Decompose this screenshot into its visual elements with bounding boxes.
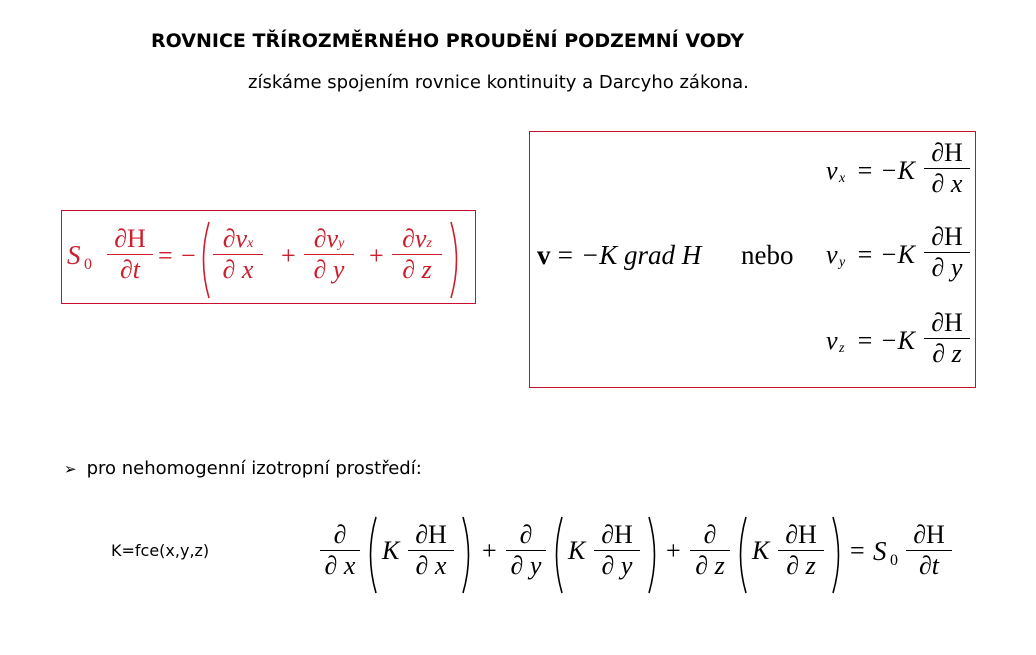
conductivity-K: K (382, 536, 400, 565)
numerator-dH: ∂H (931, 308, 963, 337)
page-subtitle: získáme spojením rovnice kontinuity a Darcyho zákona. (248, 72, 749, 93)
storage-coefficient: S (67, 240, 81, 270)
left-paren (364, 515, 378, 595)
numerator-dH: ∂H (114, 224, 146, 253)
minus-sign: − (181, 241, 196, 270)
numerator-d: ∂ (703, 520, 717, 549)
numerator-dH: ∂H (931, 138, 963, 167)
numerator-dv: ∂v (313, 224, 339, 253)
plus-sign: + (281, 241, 296, 270)
fraction-dH-dz (778, 520, 824, 581)
right-paren (647, 515, 661, 595)
left-paren (734, 515, 748, 595)
subscript-x: x (247, 236, 254, 251)
vx-equals-minus-K: = −K (856, 156, 915, 185)
plus-sign: + (482, 536, 497, 565)
equals-sign: = (850, 536, 865, 565)
subscript-y: y (338, 236, 345, 251)
numerator-dH: ∂H (601, 520, 633, 549)
denominator-dt: ∂t (918, 551, 940, 581)
fraction-dH-dx (924, 138, 970, 199)
numerator-dH: ∂H (931, 222, 963, 251)
denominator-dz: ∂ z (932, 339, 962, 369)
fraction-dvz-dz (392, 224, 442, 285)
bullet-point (64, 458, 422, 479)
denominator-dy: ∂ y (601, 551, 633, 581)
darcy-vector-form: = −K grad H (556, 240, 702, 270)
denominator-dz: ∂ z (695, 551, 725, 581)
k-function-label: K=fce(x,y,z) (111, 541, 210, 560)
left-paren (550, 515, 564, 595)
conductivity-K: K (568, 536, 586, 565)
vx-symbol: v (826, 156, 838, 185)
left-paren (197, 220, 211, 300)
denominator-dx: ∂ x (415, 551, 447, 581)
vy-symbol: v (826, 240, 838, 269)
denominator-dy: ∂ y (510, 551, 542, 581)
denominator-dy: ∂ y (313, 255, 345, 285)
bullet-text: pro nehomogenní izotropní prostředí: (86, 458, 422, 479)
fraction-dH-dx (408, 520, 454, 581)
fraction-dH-dy (924, 222, 970, 283)
vy-equals-minus-K: = −K (856, 240, 915, 269)
operator-d-dz (690, 520, 730, 581)
fraction-dH-dt (107, 224, 153, 285)
numerator-dv: ∂v (402, 224, 427, 253)
arrow-bullet-icon: ➢ (64, 460, 77, 478)
subscript-z: z (426, 236, 432, 251)
page-title: ROVNICE TŘÍROZMĚRNÉHO PROUDĚNÍ PODZEMNÍ VODY (151, 30, 745, 52)
fraction-dH-dt (906, 520, 952, 581)
vx-subscript: x (839, 171, 846, 186)
equals-sign: = (158, 241, 173, 270)
fraction-dvy-dy (304, 224, 354, 285)
storage-coefficient: S (873, 536, 887, 566)
right-paren (449, 220, 463, 300)
plus-sign: + (369, 241, 384, 270)
storage-subscript: 0 (890, 552, 898, 569)
fraction-dvx-dx (213, 224, 263, 285)
denominator-dt: ∂t (119, 255, 141, 285)
plus-sign: + (666, 536, 681, 565)
storage-subscript: 0 (84, 256, 92, 273)
vz-symbol: v (826, 326, 838, 355)
nebo-word: nebo (741, 240, 794, 270)
denominator-dx: ∂ x (931, 169, 963, 199)
operator-d-dy (506, 520, 546, 581)
numerator-dH: ∂H (415, 520, 447, 549)
denominator-dz: ∂ z (786, 551, 816, 581)
fraction-dH-dy (594, 520, 640, 581)
numerator-d: ∂ (519, 520, 533, 549)
numerator-d: ∂ (333, 520, 347, 549)
denominator-dx: ∂ x (324, 551, 356, 581)
denominator-dz: ∂ z (402, 255, 432, 285)
vz-equals-minus-K: = −K (856, 326, 915, 355)
denominator-dy: ∂ y (931, 253, 963, 283)
numerator-dv: ∂v (222, 224, 248, 253)
right-paren (831, 515, 845, 595)
conductivity-K: K (752, 536, 770, 565)
operator-d-dx (320, 520, 360, 581)
velocity-vector: v (537, 240, 551, 270)
numerator-dH: ∂H (785, 520, 817, 549)
fraction-dH-dz (924, 308, 970, 369)
vz-subscript: z (839, 341, 845, 356)
vy-subscript: y (839, 255, 846, 270)
numerator-dH: ∂H (913, 520, 945, 549)
denominator-dx: ∂ x (222, 255, 254, 285)
right-paren (461, 515, 475, 595)
